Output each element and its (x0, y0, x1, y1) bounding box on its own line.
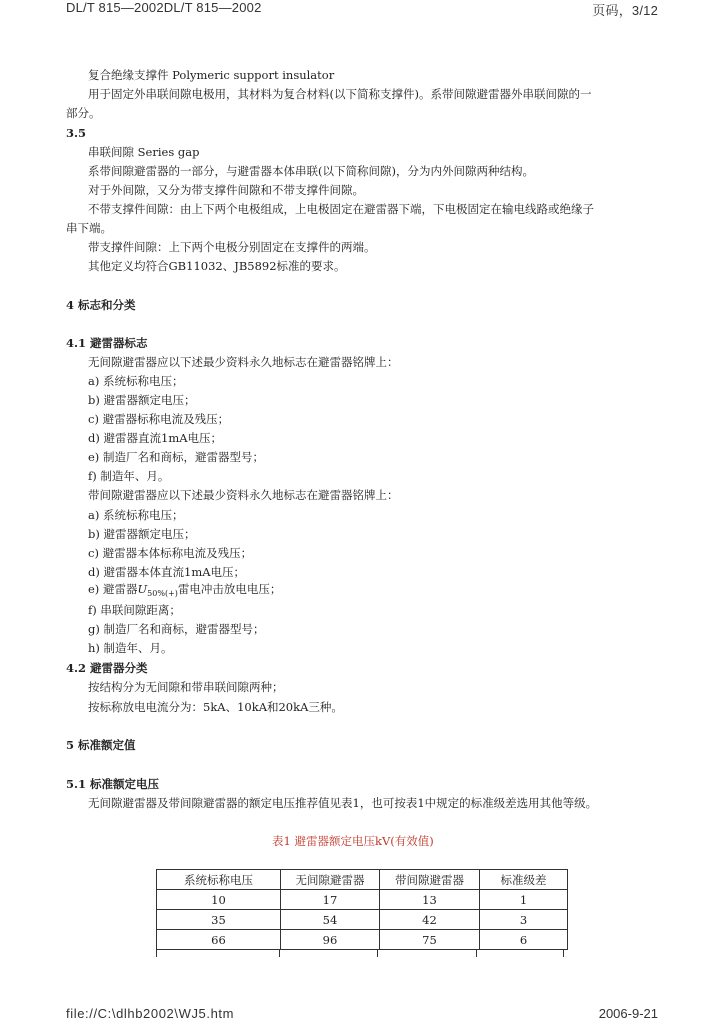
table-continuation-line (377, 949, 378, 957)
table-caption: 表1 避雷器额定电压kV(有效值) (272, 834, 434, 848)
table-row (157, 930, 568, 950)
table-cell: 13 (380, 890, 480, 910)
section-heading-4: 4 标志和分类 (66, 298, 136, 312)
section-heading-5: 5 标准额定值 (66, 738, 136, 752)
column-header: 系统标称电压 (157, 870, 281, 890)
list-item: f) 制造年、月。 (88, 469, 170, 483)
term-polymeric-support-insulator: 复合绝缘支撑件 Polymeric support insulator (88, 68, 335, 82)
paragraph: 带间隙避雷器应以下述最少资料永久地标志在避雷器铭牌上： (88, 488, 399, 502)
table-cell: 3 (480, 910, 568, 930)
table-row (157, 910, 568, 930)
column-header: 标准级差 (480, 870, 568, 890)
table-continuation-line (156, 949, 157, 957)
table-cell: 6 (480, 930, 568, 950)
paragraph: 按标称放电电流分为：5kA、10kA和20kA三种。 (88, 700, 343, 714)
paragraph: 用于固定外串联间隙电极用，其材料为复合材料(以下简称支撑件)。系带间隙避雷器外串联间隙的一 (88, 87, 592, 101)
paragraph: 系带间隙避雷器的一部分，与避雷器本体串联(以下简称间隙)，分为内外间隙两种结构。 (88, 164, 534, 178)
list-item-text: e) 避雷器 (88, 582, 138, 596)
list-item: c) 避雷器标称电流及残压； (88, 412, 230, 426)
table-continuation-line (279, 949, 280, 957)
table-cell: 35 (157, 910, 281, 930)
list-item: d) 避雷器直流1mA电压； (88, 431, 223, 445)
list-item: d) 避雷器本体直流1mA电压； (88, 565, 246, 579)
table-cell: 10 (157, 890, 281, 910)
table-cell: 17 (281, 890, 380, 910)
list-item-text: 雷电冲击放电电压； (177, 582, 282, 596)
table-cell: 54 (281, 910, 380, 930)
clause-number-3-5: 3.5 (66, 126, 87, 140)
voltage-symbol: U (137, 582, 148, 596)
column-header: 无间隙避雷器 (281, 870, 380, 890)
table-cell: 1 (480, 890, 568, 910)
paragraph: 按结构分为无间隙和带串联间隙两种； (88, 680, 284, 694)
section-heading-5-1: 5.1 标准额定电压 (66, 777, 160, 791)
paragraph: 无间隙避雷器及带间隙避雷器的额定电压推荐值见表1，也可按表1中规定的标准级差选用其他等级。 (88, 796, 598, 810)
paragraph: 部分。 (66, 106, 101, 120)
table-continuation-line (476, 949, 477, 957)
list-item: g) 制造厂名和商标，避雷器型号； (88, 622, 265, 636)
table-cell: 75 (380, 930, 480, 950)
list-item: b) 避雷器额定电压； (88, 393, 196, 407)
page-footer-file-path: file://C:\dlhb2002\WJ5.htm (66, 1006, 235, 1021)
list-item: a) 系统标称电压； (88, 374, 184, 388)
paragraph: 带支撑件间隙：上下两个电极分别固定在支撑件的两端。 (88, 240, 376, 254)
table-cell: 42 (380, 910, 480, 930)
list-item: c) 避雷器本体标称电流及残压； (88, 546, 253, 560)
table-cell: 66 (157, 930, 281, 950)
page-header-doc-code: DL/T 815—2002DL/T 815—2002 (66, 0, 262, 15)
table-continuation-line (563, 949, 564, 957)
list-item: e) 制造厂名和商标，避雷器型号； (88, 450, 264, 464)
list-item: a) 系统标称电压； (88, 508, 184, 522)
column-header: 带间隙避雷器 (380, 870, 480, 890)
paragraph: 不带支撑件间隙：由上下两个电极组成，上电极固定在避雷器下端，下电极固定在输电线路或绝缘子 (88, 202, 594, 216)
table-cell: 96 (281, 930, 380, 950)
section-heading-4-2: 4.2 避雷器分类 (66, 661, 148, 675)
page-footer-date: 2006-9-21 (598, 1006, 658, 1021)
page-header-page-number: 页码，3/12 (592, 3, 658, 18)
voltage-subscript: 50%(+) (147, 589, 178, 598)
paragraph: 对于外间隙，又分为带支撑件间隙和不带支撑件间隙。 (88, 183, 364, 197)
list-item: h) 制造年、月。 (88, 641, 173, 655)
list-item (88, 582, 281, 601)
table-row (157, 890, 568, 910)
term-series-gap: 串联间隙 Series gap (88, 145, 200, 159)
list-item: f) 串联间隙距离； (88, 603, 181, 617)
paragraph: 其他定义均符合GB11032、JB5892标准的要求。 (88, 259, 346, 273)
list-item: b) 避雷器额定电压； (88, 527, 196, 541)
paragraph: 无间隙避雷器应以下述最少资料永久地标志在避雷器铭牌上： (88, 355, 399, 369)
rated-voltage-table (156, 869, 568, 950)
section-heading-4-1: 4.1 避雷器标志 (66, 336, 148, 350)
paragraph: 串下端。 (66, 221, 112, 235)
table-header-row (157, 870, 568, 890)
